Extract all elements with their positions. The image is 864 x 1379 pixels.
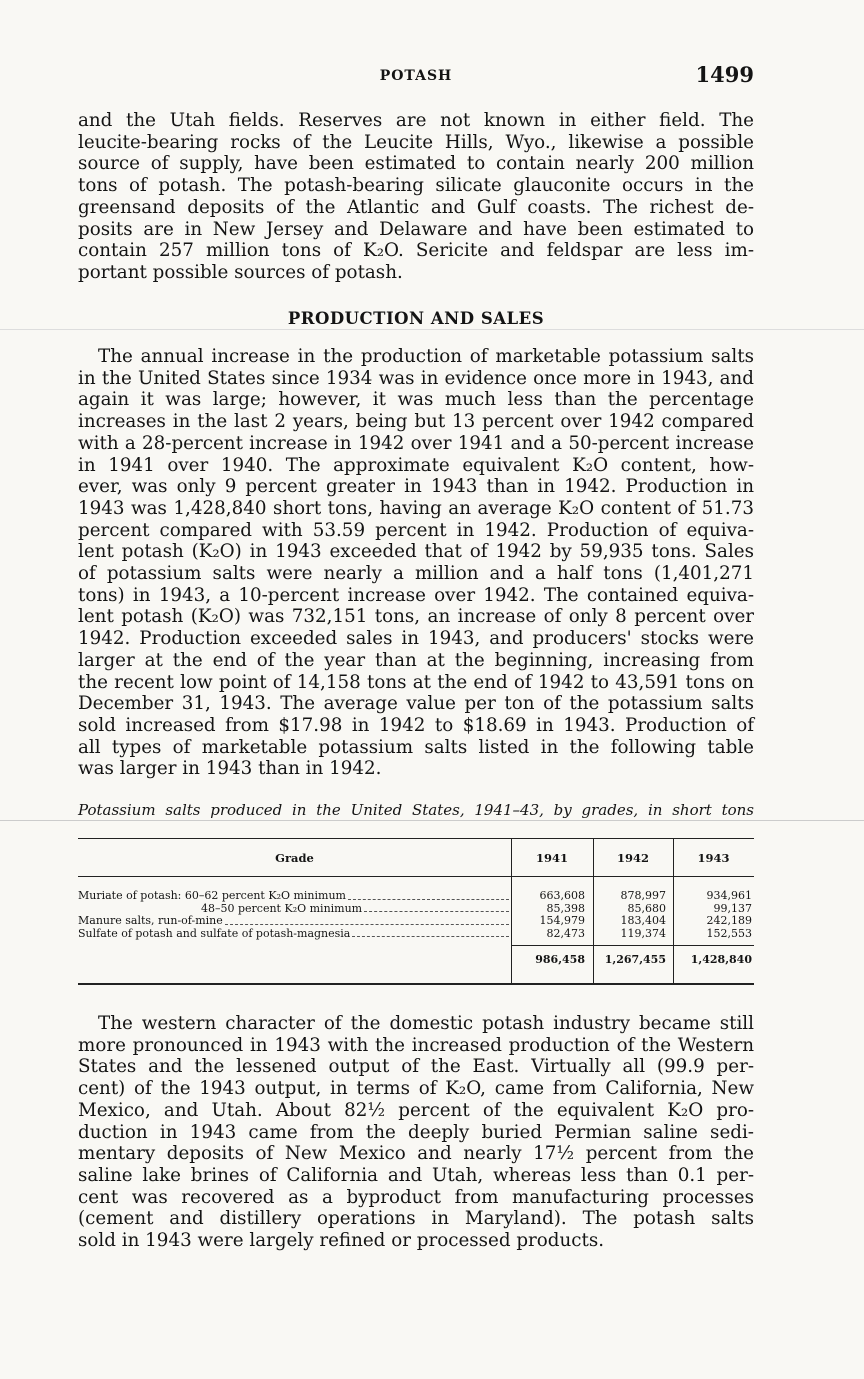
production-paragraph	[78, 346, 754, 780]
text-line: lent potash (K₂O) was 732,151 tons, an increase of only 8 percent over	[78, 606, 754, 628]
text-line: the recent low point of 14,158 tons at the end of 1942 to 43,591 tons on	[78, 671, 754, 693]
table-cell: 934,961	[706, 889, 752, 902]
text-line: with a 28-percent increase in 1942 over 1941 and a 50-percent increase	[78, 432, 754, 454]
page-number: 1499	[695, 62, 754, 87]
text-line: again it was large; however, it was much less than the percentage	[78, 389, 754, 411]
production-table	[78, 838, 754, 984]
table-cell: 663,608	[539, 889, 585, 902]
text-line: tons of potash. The potash-bearing silicate glauconite occurs in the	[78, 175, 754, 197]
text-line: was larger in 1943 than in 1942.	[78, 758, 382, 780]
text-line: contain 257 million tons of K₂O. Sericite and feldspar are less im-	[78, 240, 754, 262]
table-total-rule	[511, 945, 754, 946]
grade-label: Sulfate of potash and sulfate of potash-magnesia	[78, 926, 351, 940]
text-line: The western character of the domestic potash industry became still	[98, 1013, 754, 1034]
text-line: States and the lessened output of the East. Virtually all (99.9 per-	[78, 1056, 754, 1078]
table-cell: 82,473	[546, 926, 585, 940]
text-line: increases in the last 2 years, being but 13 percent over 1942 compared	[78, 411, 754, 433]
grade-label: Muriate of potash: 60–62 percent K₂O minimum	[78, 889, 346, 902]
table-cell: 85,398	[546, 901, 585, 915]
text-line: ever, was only 9 percent greater in 1943 than in 1942. Production in	[78, 476, 754, 498]
table-cell: 183,404	[620, 914, 666, 927]
text-line: duction in 1943 came from the deeply buried Permian saline sedi-	[78, 1121, 754, 1143]
table-cell: 242,189	[706, 914, 752, 927]
table-cell: 878,997	[620, 889, 666, 902]
section-heading: PRODUCTION AND SALES	[287, 309, 545, 328]
divider	[0, 329, 864, 330]
column-header-1943: 1943	[697, 851, 730, 865]
column-1942-values	[593, 890, 666, 940]
table-cell: 99,137	[713, 901, 752, 915]
text-line: greensand deposits of the Atlantic and Gulf coasts. The richest de-	[78, 196, 754, 218]
text-line: saline lake brines of California and Utah, whereas less than 0.1 per-	[78, 1164, 754, 1186]
text-line: source of supply, have been estimated to contain nearly 200 million	[78, 153, 754, 175]
column-header-1941: 1941	[535, 851, 568, 865]
table-row	[78, 915, 511, 928]
intro-paragraph	[78, 110, 754, 284]
table-bottom-rule	[78, 983, 754, 985]
text-line: cent) of the 1943 output, in terms of K₂O, came from California, New	[78, 1078, 754, 1100]
text-line: portant possible sources of potash.	[78, 261, 403, 283]
grade-label: Manure salts, run-of-mine	[78, 914, 223, 927]
grade-label: 48–50 percent K₂O minimum	[201, 901, 363, 915]
text-line: (cement and distillery operations in Maryland). The potash salts	[78, 1208, 754, 1230]
text-line: sold in 1943 were largely refined or processed products.	[78, 1230, 605, 1252]
table-cell: 85,680	[627, 901, 666, 915]
text-line: of potassium salts were nearly a million and a half tons (1,401,271	[78, 563, 754, 585]
running-title: POTASH	[379, 68, 453, 84]
text-line: leucite-bearing rocks of the Leucite Hills, Wyo., likewise a possible	[78, 131, 754, 153]
table-cell: 154,979	[539, 914, 585, 927]
text-line: and the Utah fields. Reserves are not known in either field. The	[78, 110, 754, 131]
text-line: December 31, 1943. The average value per ton of the potassium salts	[78, 693, 754, 715]
table-row	[78, 928, 511, 941]
column-1941-values	[511, 890, 585, 940]
table-cell: 152,553	[706, 926, 752, 940]
text-line: 1943 was 1,428,840 short tons, having an average K₂O content of 51.73	[78, 497, 754, 519]
column-1943-values	[673, 890, 752, 940]
text-line: all types of marketable potassium salts listed in the following table	[78, 736, 754, 758]
closing-paragraph	[78, 1013, 754, 1252]
table-header-rule	[78, 876, 754, 877]
table-caption: Potassium salts produced in the United States, 1941–43, by grades, in short tons	[78, 801, 754, 819]
text-line: The annual increase in the production of marketable potassium salts	[98, 346, 754, 367]
total-1943: 1,428,840	[690, 953, 752, 966]
text-line: 1942. Production exceeded sales in 1943, and producers' stocks were	[78, 628, 754, 650]
text-line: mentary deposits of New Mexico and nearly 17½ percent from the	[78, 1143, 754, 1165]
text-line: sold increased from $17.98 in 1942 to $18.69 in 1943. Production of	[78, 714, 754, 736]
table-cell: 119,374	[620, 926, 666, 940]
text-line: more pronounced in 1943 with the increased production of the Western	[78, 1034, 754, 1056]
column-header-1942: 1942	[616, 851, 649, 865]
column-header-grade: Grade	[275, 851, 314, 865]
text-line: tons) in 1943, a 10-percent increase over 1942. The contained equiva-	[78, 584, 754, 606]
text-line: larger at the end of the year than at the beginning, increasing from	[78, 649, 754, 671]
total-1942: 1,267,455	[604, 953, 666, 966]
divider	[0, 820, 864, 821]
text-line: posits are in New Jersey and Delaware and have been estimated to	[78, 218, 754, 240]
text-line: lent potash (K₂O) in 1943 exceeded that of 1942 by 59,935 tons. Sales	[78, 541, 754, 563]
grade-labels	[78, 890, 511, 940]
text-line: in 1941 over 1940. The approximate equivalent K₂O content, how-	[78, 454, 754, 476]
table-top-rule	[78, 838, 754, 839]
running-head	[78, 62, 754, 88]
table-row	[78, 890, 511, 903]
text-line: percent compared with 53.59 percent in 1942. Production of equiva-	[78, 519, 754, 541]
text-line: in the United States since 1934 was in evidence once more in 1943, and	[78, 367, 754, 389]
total-1941: 986,458	[535, 953, 585, 966]
text-line: cent was recovered as a byproduct from manufacturing processes	[78, 1186, 754, 1208]
text-line: Mexico, and Utah. About 82½ percent of the equivalent K₂O pro-	[78, 1099, 754, 1121]
